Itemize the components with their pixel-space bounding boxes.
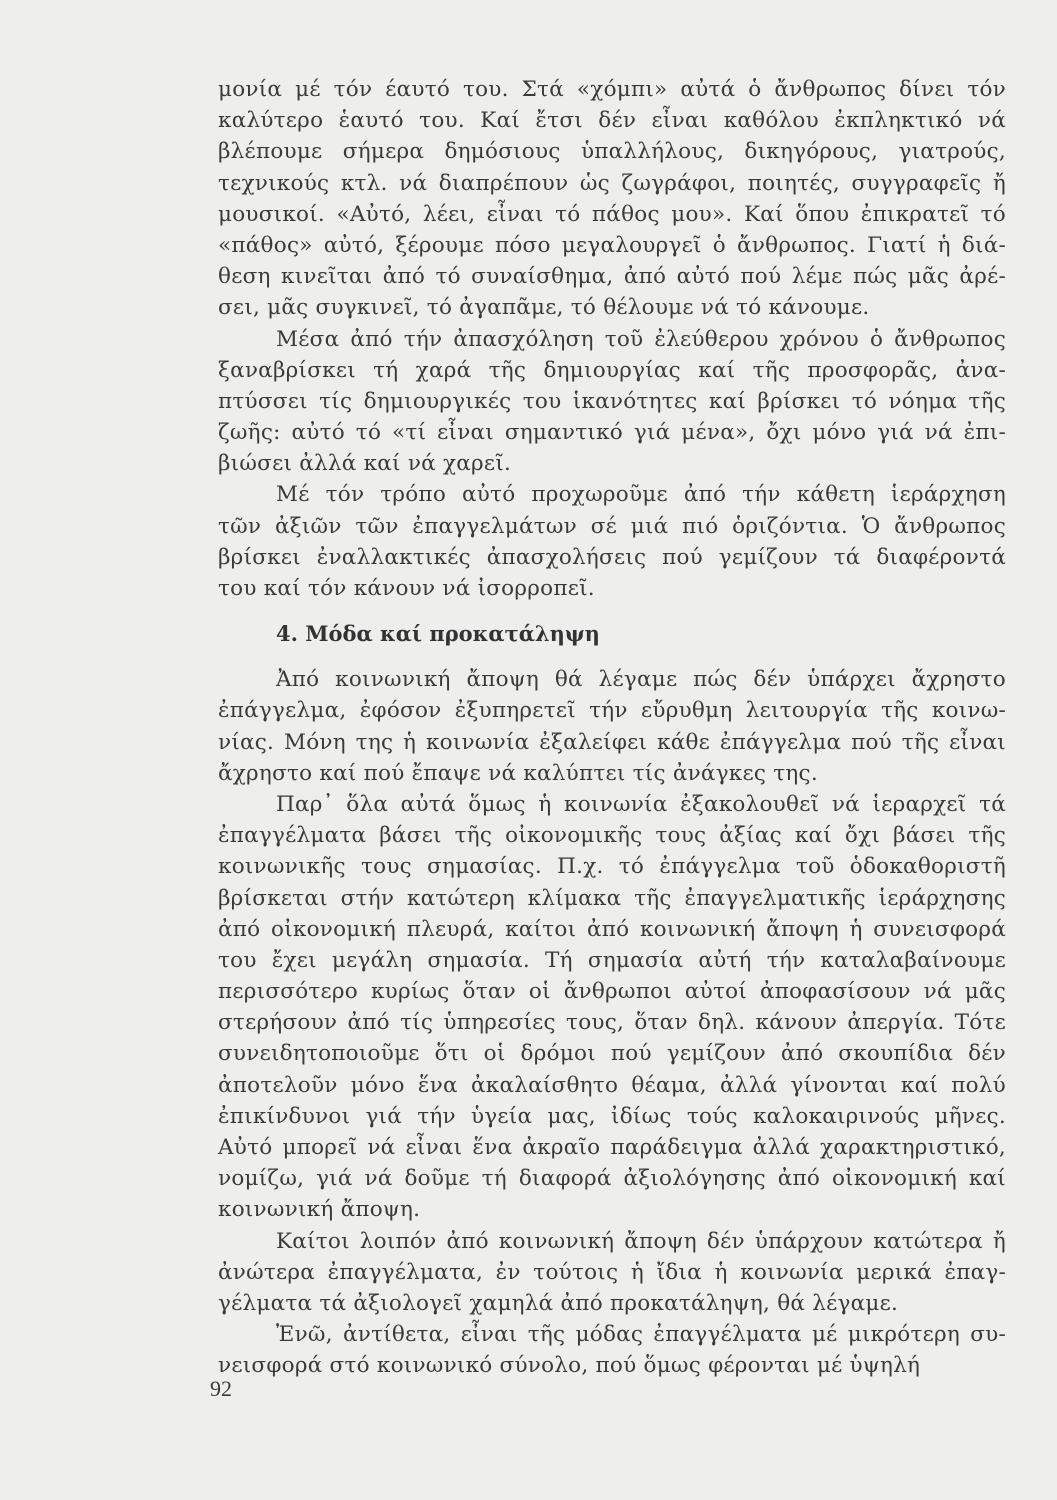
text-line: Παρ᾽ ὅλα αὐτά ὅμως ἡ κοινωνία ἐξακολουθεῖ νά ἱεραρχεῖ τά [276,791,1006,817]
text-line: ἀπό οἰκονομική πλευρά, καίτοι ἀπό κοινωνική ἄποψη ἡ συνεισφορά [218,916,1006,942]
page-number: 92 [210,1376,232,1401]
text-line: συνειδητοποιοῦμε ὅτι οἱ δρόμοι πού γεμίζουν ἀπό σκουπίδια δέν [218,1041,1006,1067]
text-line: ξαναβρίσκει τή χαρά τῆς δημιουργίας καί τῆς προσφορᾶς, ἀνα- [218,357,1006,383]
text-line: νίας. Μόνη της ἡ κοινωνία ἐξαλείφει κάθε ἐπάγγελμα πού τῆς εἶναι [218,729,1006,755]
section-heading: 4. Μόδα καί προκατάληψη [276,621,600,647]
text-line: γέλματα τά ἀξιολογεῖ χαμηλά ἀπό προκατάληψη, θά λέγαμε. [218,1290,899,1316]
text-line: ἀνώτερα ἐπαγγέλματα, ἐν τούτοις ἡ ἴδια ἡ κοινωνία μερικά ἐπαγ- [218,1259,1006,1285]
text-line: ἐπικίνδυνοι γιά τήν ὑγεία μας, ἰδίως τούς καλοκαιρινούς μῆνες. [218,1103,1006,1129]
text-line: Ἀπό κοινωνική ἄποψη θά λέγαμε πώς δέν ὑπάρχει ἄχρηστο [276,667,1006,693]
text-line: στερήσουν ἀπό τίς ὑπηρεσίες τους, ὅταν δηλ. κάνουν ἀπεργία. Τότε [218,1010,1006,1036]
paragraph [218,1319,1006,1381]
text-line: Ἐνῶ, ἀντίθετα, εἶναι τῆς μόδας ἐπαγγέλματα μέ μικρότερη συ- [276,1322,1006,1348]
text-line: «πάθος» αὐτό, ξέρουμε πόσο μεγαλουργεῖ ὁ ἄνθρωπος. Γιατί ἡ διά- [218,232,1006,258]
text-line: τῶν ἀξιῶν τῶν ἐπαγγελμάτων σέ μιά πιό ὁριζόντια. Ὁ ἄνθρωπος [218,513,1006,539]
paragraph [218,74,1006,324]
text-line: ἐπαγγέλματα βάσει τῆς οἰκονομικῆς τους ἀξίας καί ὄχι βάσει τῆς [218,823,1006,849]
text-line: μονία μέ τόν έαυτό του. Στά «χόμπι» αὐτά ὁ ἄνθρωπος δίνει τόν [218,77,1006,102]
text-line: ἀποτελοῦν μόνο ἕνα ἀκαλαίσθητο θέαμα, ἀλλά γίνονται καί πολύ [218,1072,1006,1098]
text-line: βιώσει ἀλλά καί νά χαρεῖ. [218,451,512,477]
text-line: νεισφορά στό κοινωνικό σύνολο, πού ὅμως φέρονται μέ ὑψηλή [218,1353,921,1379]
paragraph [218,1226,1006,1320]
text-line: νομίζω, γιά νά δοῦμε τή διαφορά ἀξιολόγησης ἀπό οἰκονομική καί [218,1166,1006,1192]
paragraph [218,479,1006,604]
text-line: Μέ τόν τρόπο αὐτό προχωροῦμε ἀπό τήν κάθετη ἱεράρχηση [276,482,1006,508]
paragraph [218,324,1006,480]
text-line: βρίσκει ἐναλλακτικές ἀπασχολήσεις πού γεμίζουν τά διαφέροντά [218,544,1006,570]
text-line: περισσότερο κυρίως ὅταν οἱ ἄνθρωποι αὐτοί ἀποφασίσουν νά μᾶς [218,979,1006,1005]
text-line: κοινωνική ἄποψη. [218,1197,421,1223]
text-line: καλύτερο ἑαυτό του. Καί ἔτσι δέν εἶναι καθόλου ἐκπληκτικό νά [218,108,1006,134]
text-line: θεση κινεῖται ἀπό τό συναίσθημα, ἀπό αὐτό πού λέμε πώς μᾶς ἀρέ- [218,264,1006,290]
text-line: τεχνικούς κτλ. νά διαπρέπουν ὡς ζωγράφοι, ποιητές, συγγραφεῖς ἤ [218,170,1006,196]
text-line: βρίσκεται στήν κατώτερη κλίμακα τῆς ἐπαγγελματικῆς ἱεράρχησης [218,885,1006,911]
text-line: Αὐτό μπορεῖ νά εἶναι ἕνα ἀκραῖο παράδειγμα ἀλλά χαρακτηριστικό, [218,1135,1006,1160]
text-line: κοινωνικῆς τους σημασίας. Π.χ. τό ἐπάγγελμα τοῦ ὁδοκαθοριστῆ [218,854,1006,880]
paragraphs-after-heading [218,664,1006,1381]
paragraphs-before-heading [218,74,1006,604]
text-line: Καίτοι λοιπόν ἀπό κοινωνική ἄποψη δέν ὑπάρχουν κατώτερα ἤ [276,1228,1006,1254]
text-line: Μέσα ἀπό τήν ἀπασχόληση τοῦ ἐλεύθερου χρόνου ὁ ἄνθρωπος [276,326,1006,352]
paragraph [218,789,1006,1226]
text-line: βλέπουμε σήμερα δημόσιους ὑπαλλήλους, δικηγόρους, γιατρούς, [218,139,1006,165]
text-line: ζωῆς: αὐτό τό «τί εἶναι σημαντικό γιά μένα», ὄχι μόνο γιά νά ἐπι- [218,420,1006,446]
text-line: του ἔχει μεγάλη σημασία. Τή σημασία αὐτή τήν καταλαβαίνουμε [218,947,1006,973]
paragraph [218,664,1006,789]
body-text [218,74,1006,1382]
text-line: ἄχρηστο καί πού ἔπαψε νά καλύπτει τίς ἀνάγκες της. [218,760,818,786]
text-line: ἐπάγγελμα, ἐφόσον ἐξυπηρετεῖ τήν εὔρυθμη λειτουργία τῆς κοινω- [218,698,1006,724]
text-line: σει, μᾶς συγκινεῖ, τό ἀγαπᾶμε, τό θέλουμε νά τό κάνουμε. [218,295,870,321]
text-line: μουσικοί. «Αὐτό, λέει, εἶναι τό πάθος μου». Καί ὅπου ἐπικρατεῖ τό [218,201,1006,227]
text-line: του καί τόν κάνουν νά ἰσορροπεῖ. [218,576,595,601]
text-line: πτύσσει τίς δημιουργικές του ἱκανότητες καί βρίσκει τό νόημα τῆς [218,388,1006,414]
